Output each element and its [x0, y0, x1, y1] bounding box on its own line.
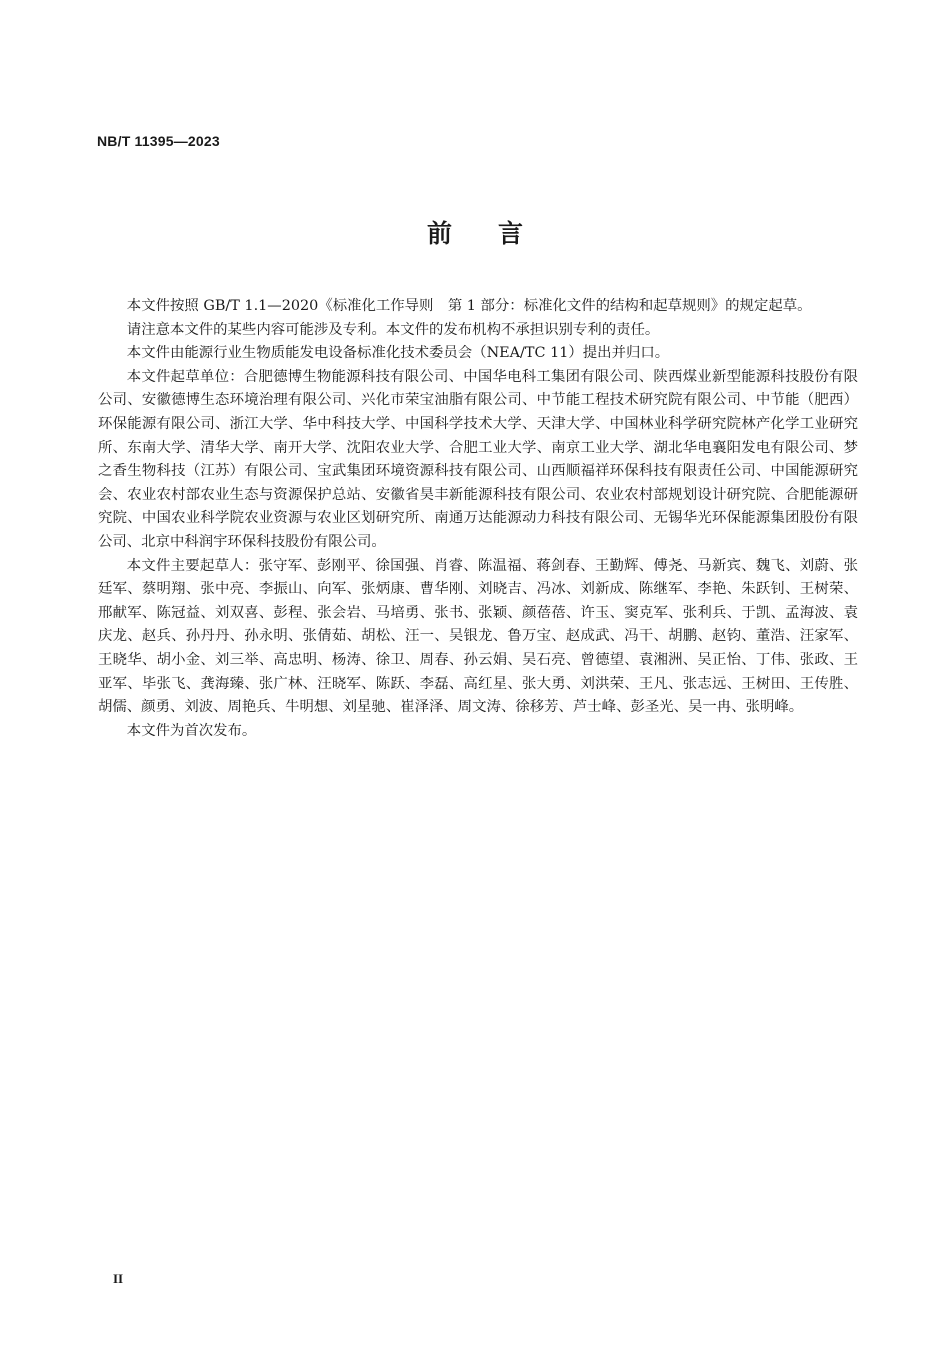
paragraph-patent-notice: 请注意本文件的某些内容可能涉及专利。本文件的发布机构不承担识别专利的责任。: [126, 321, 660, 338]
page-number: II: [113, 1271, 124, 1286]
foreword-body: [98, 295, 858, 743]
page-title: 前言: [426, 219, 569, 248]
paragraph-drafters: 本文件主要起草人：张守军、彭刚平、徐国强、肖睿、陈温福、蒋剑春、王勤辉、傅尧、马新宾、魏飞、刘蔚、张廷军、蔡明翔、张中亮、李振山、向军、张炳康、曹华刚、刘晓吉、冯冰、刘新成、陈继军、李艳、朱跃钊、王树荣、邢献军、陈冠益、刘双喜、彭程、张会岩、马培勇、张书、张颖、颜蓓蓓、许玉、窦克军、张利兵、于凯、孟海波、袁庆龙、赵兵、孙丹丹、孙永明、张倩茹、胡松、汪一、吴银龙、鲁万宝、赵成武、冯干、胡鹏、赵钧、董浩、汪家军、王晓华、胡小金、刘三举、高忠明、杨涛、徐卫、周春、孙云娟、吴石亮、曾德望、袁湘洲、吴正怡、丁伟、张政、王亚军、毕张飞、龚海臻、张广林、汪晓军、陈跃、李磊、高红星、张大勇、刘洪荣、王凡、张志远、王树田、王传胜、胡儒、颜勇、刘波、周艳兵、牛明想、刘星驰、崔泽泽、周文涛、徐移芳、芦士峰、彭圣光、吴一冉、张明峰。: [98, 557, 858, 716]
paragraph-drafting-rules: 本文件按照 GB/T 1.1—2020《标准化工作导则 第 1 部分：标准化文件的结构和起草规则》的规定起草。: [126, 298, 812, 314]
paragraph-first-release: 本文件为首次发布。: [126, 722, 257, 739]
standard-number: NB/T 11395—2023: [97, 133, 220, 149]
paragraph-proposer: 本文件由能源行业生物质能发电设备标准化技术委员会（NEA/TC 11）提出并归口。: [126, 345, 670, 362]
paragraph-drafting-units: 本文件起草单位：合肥德博生物能源科技有限公司、中国华电科工集团有限公司、陕西煤业新型能源科技股份有限公司、安徽德博生态环境治理有限公司、兴化市荣宝油脂有限公司、中节能工程技术研究院有限公司、中节能（肥西）环保能源有限公司、浙江大学、华中科技大学、中国科学技术大学、天津大学、中国林业科学研究院林产化学工业研究所、东南大学、清华大学、南开大学、沈阳农业大学、合肥工业大学、南京工业大学、湖北华电襄阳发电有限公司、梦之香生物科技（江苏）有限公司、宝武集团环境资源科技有限公司、山西顺福祥环保科技有限责任公司、中国能源研究会、农业农村部农业生态与资源保护总站、安徽省昊丰新能源科技有限公司、农业农村部规划设计研究院、合肥能源研究院、中国农业科学院农业资源与农业区划研究所、南通万达能源动力科技有限公司、无锡华光环保能源集团股份有限公司、北京中科润宇环保科技股份有限公司。: [98, 368, 858, 550]
